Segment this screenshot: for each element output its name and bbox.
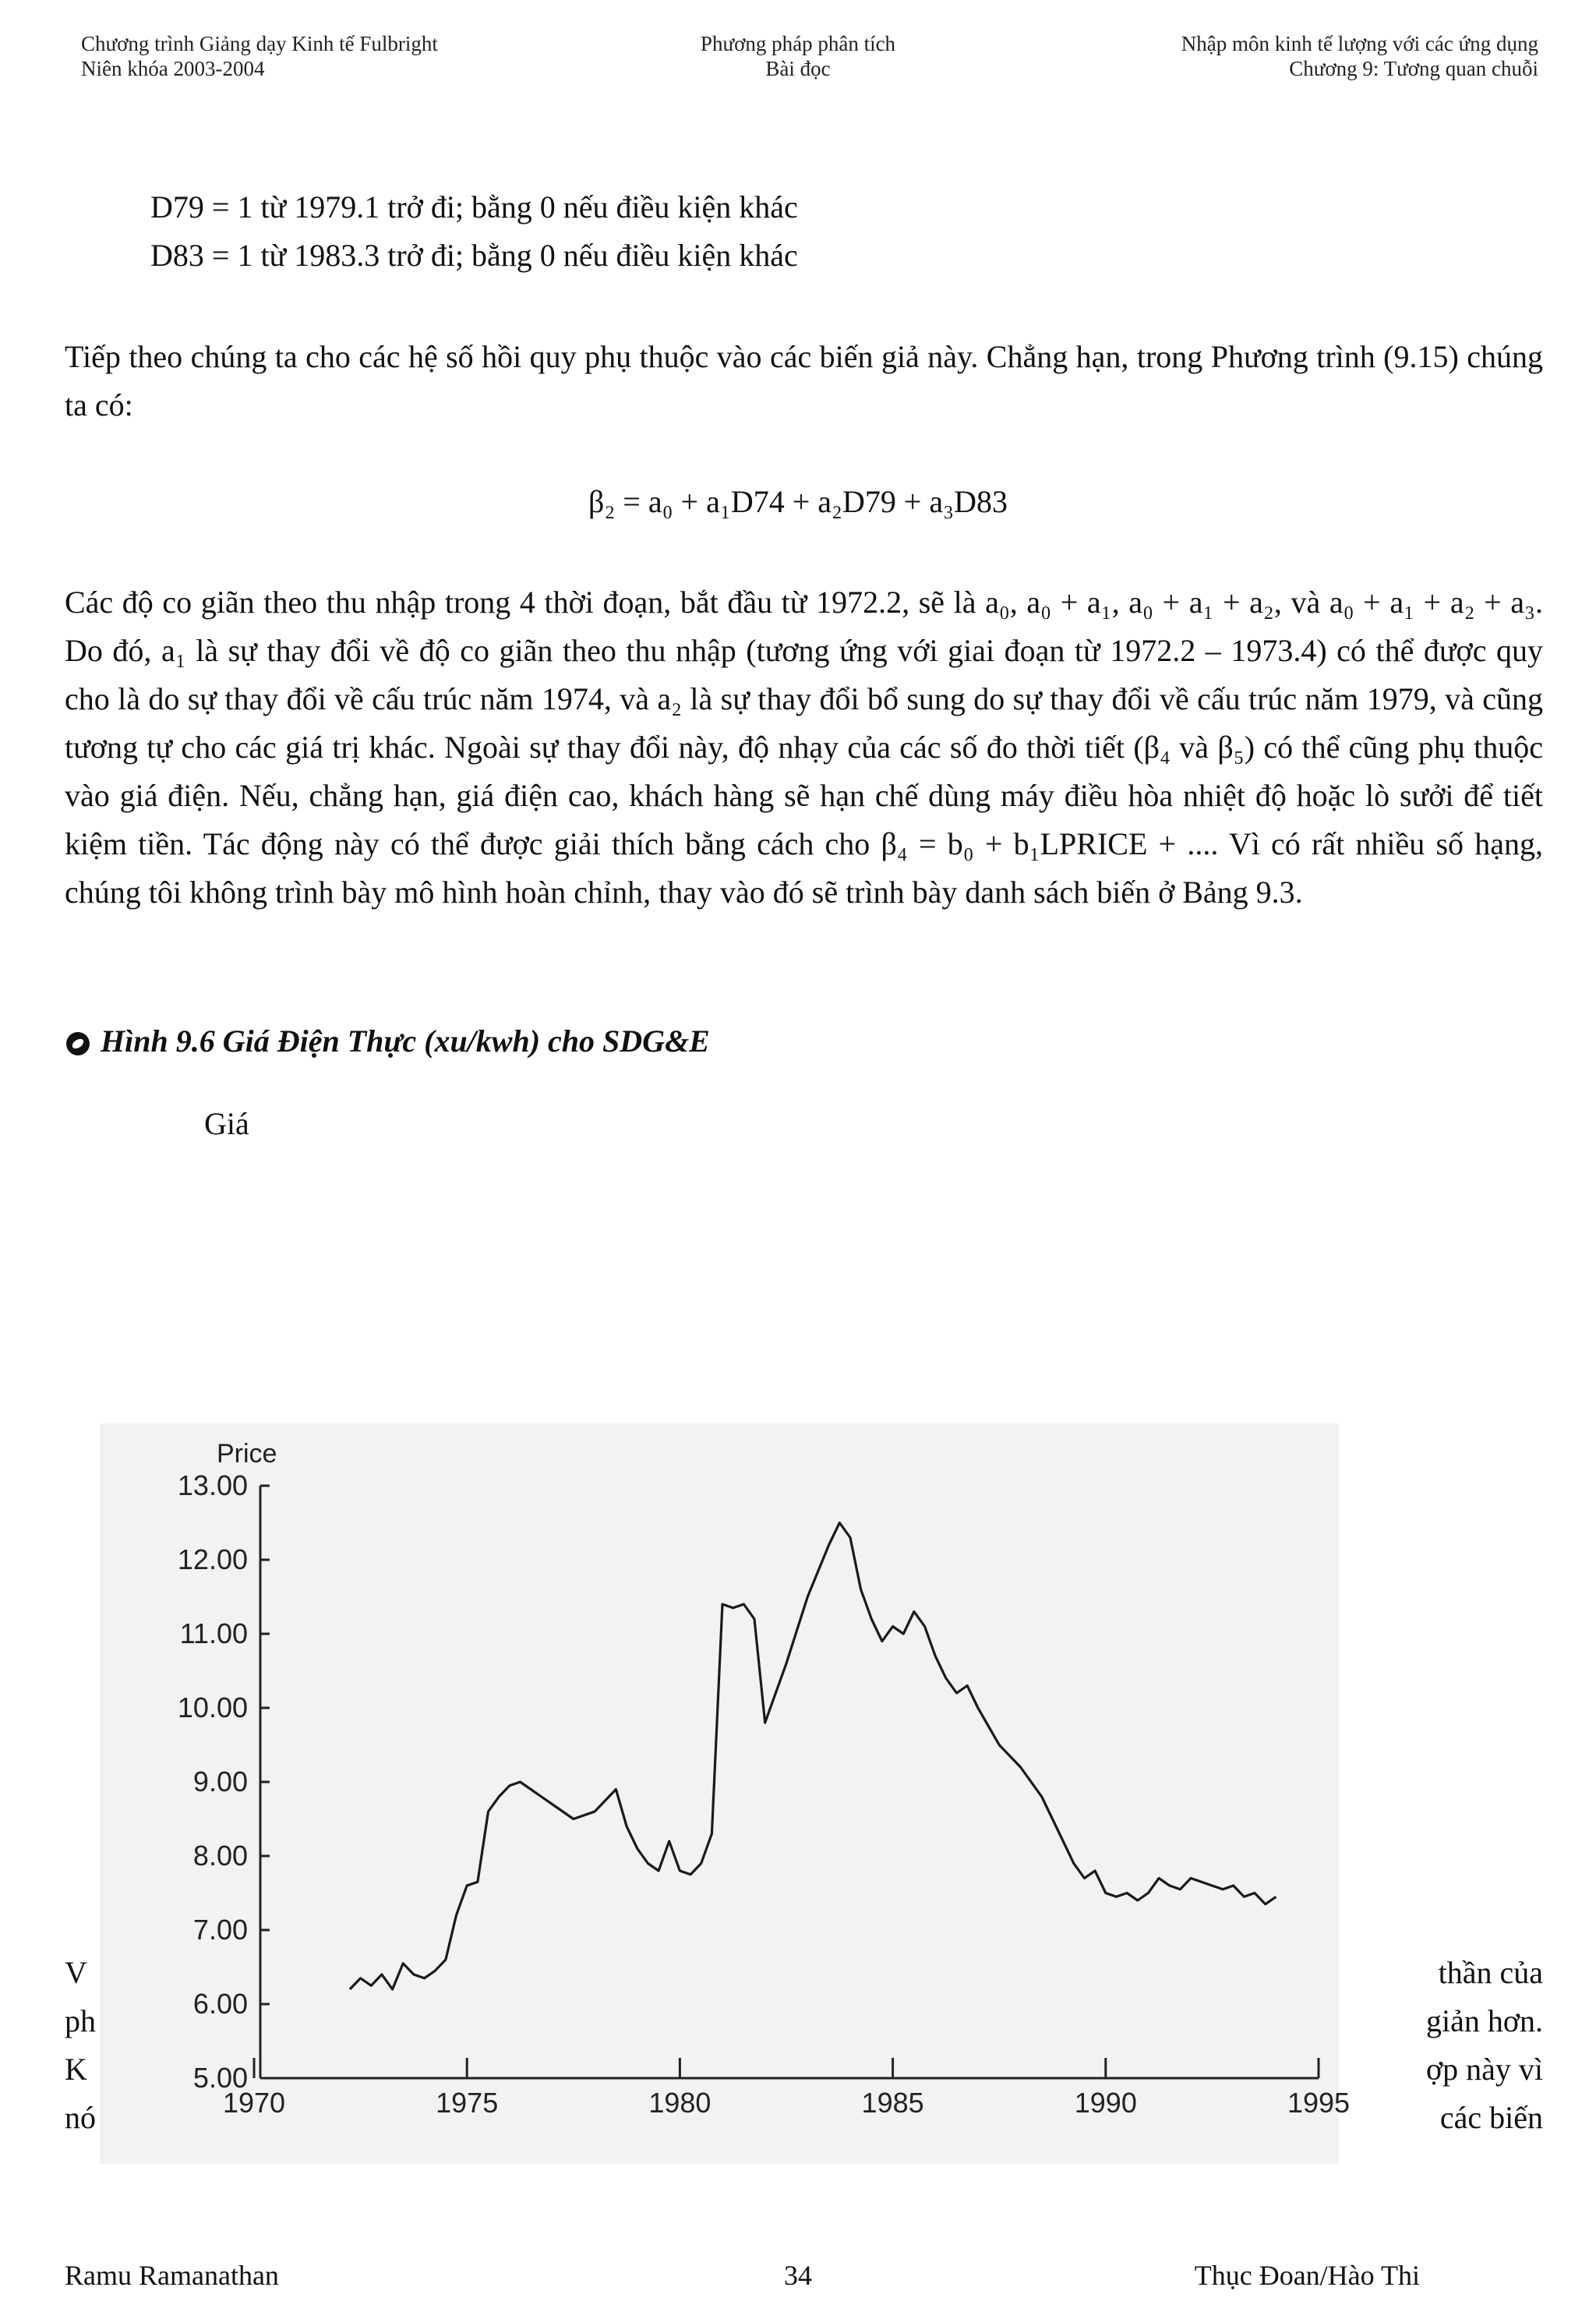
y-tick-label: 8.00 (192, 1840, 248, 1872)
footer-translators: Thục Đoan/Hào Thi (1194, 2260, 1420, 2291)
y-axis-ticks (178, 1469, 270, 2094)
y-tick-label: 9.00 (192, 1766, 248, 1798)
x-tick-label: 1975 (436, 2087, 499, 2119)
chart-axes (260, 1486, 1319, 2078)
x-tick-label: 1980 (648, 2087, 711, 2119)
page-number: 34 (784, 2260, 812, 2291)
y-tick-label: 12.00 (177, 1543, 248, 1575)
paragraph-1: Tiếp theo chúng ta cho các hệ số hồi quy phụ thuộc vào các biến giả này. Chẳng hạn, trong Phương trình (9.15) chúng ta có: (65, 339, 1543, 422)
bullet-icon (65, 1028, 91, 1055)
x-tick-label: 1985 (861, 2087, 924, 2119)
x-tick-label: 1990 (1074, 2087, 1137, 2119)
header-program: Chương trình Giảng dạy Kinh tế Fulbright (81, 32, 438, 55)
price-line-chart (100, 1423, 1351, 2164)
header-chapter: Chương 9: Tương quan chuỗi (1289, 57, 1538, 80)
y-tick-label: 6.00 (192, 1988, 248, 2020)
price-label-text: Giá (204, 1106, 249, 1141)
x-tick-label: 1970 (222, 2087, 286, 2119)
y-tick-label: 11.00 (179, 1617, 248, 1649)
x-axis-ticks (223, 2058, 1350, 2119)
hidden-text-right-1: thần của (1438, 1955, 1543, 1990)
paragraph-2: Các độ co giãn theo thu nhập trong 4 thời đoạn, bắt đầu từ 1972.2, sẽ là a₀, a₀ + a₁, a₀ + a₁ + a₂, và a₀ + a₁ + a₂ + a₃. Do đó, a₁ là sự thay đổi về độ co giãn theo thu nhập (tương ứng với giai đoạn từ 1972.2 – 1973.4) có thể được quy cho là do sự thay đổi về cấu trúc năm 1974, và a₂ là sự thay đổi bổ sung do sự thay đổi về cấu trúc năm 1979, và cũng tương tự cho các giá trị khác. Ngoài sự thay đổi này, độ nhạy của các số đo thời tiết (β₄ và β₅) có thể cũng phụ thuộc vào giá điện. Nếu, chẳng hạn, giá điện cao, khách hàng sẽ hạn chế dùng máy điều hòa nhiệt độ hoặc lò sưởi để tiết kiệm tiền. Tác động này có thể được giải thích bằng cách cho β₄ = b₀ + b₁LPRICE + .... Vì có rất nhiều số hạng, chúng tôi không trình bày mô hình hoàn chỉnh, thay vào đó sẽ trình bày danh sách biến ở Bảng 9.3. (65, 585, 1543, 910)
hidden-text-left-4: nó (65, 2100, 96, 2135)
y-tick-label: 13.00 (177, 1469, 248, 1501)
hidden-text-left-1: V (65, 1955, 87, 1990)
footer-author: Ramu Ramanathan (65, 2260, 279, 2291)
figure-caption (65, 1023, 710, 1059)
header-right (1181, 31, 1538, 81)
figure-caption-text: Hình 9.6 Giá Điện Thực (xu/kwh) cho SDG&E (101, 1023, 710, 1059)
hidden-text-left-3: K (65, 2052, 87, 2087)
header-course: Phương pháp phân tích (700, 32, 896, 55)
header-reading: Bài đọc (765, 57, 831, 80)
y-axis-title: Price (217, 1439, 277, 1469)
d79-definition: D79 = 1 từ 1979.1 trở đi; bằng 0 nếu điều kiện khác (150, 189, 798, 224)
d83-definition: D83 = 1 từ 1983.3 trở đi; bằng 0 nếu điều kiện khác (150, 238, 798, 273)
y-tick-label: 7.00 (192, 1914, 248, 1946)
header-year: Niên khóa 2003-2004 (81, 57, 265, 80)
series-group (350, 1523, 1276, 1990)
hidden-text-right-2: giản hơn. (1425, 2003, 1543, 2038)
header-book: Nhập môn kinh tế lượng với các ứng dụng (1181, 32, 1538, 55)
y-tick-label: 10.00 (177, 1692, 248, 1723)
price-series-line (350, 1523, 1276, 1990)
equation-beta2: β₂ = a₀ + a₁D74 + a₂D79 + a₃D83 (588, 484, 1008, 519)
y-tick-label: 5.00 (192, 2062, 248, 2094)
hidden-text-right-3: ợp này vì (1425, 2052, 1543, 2087)
hidden-text-right-4: các biến (1439, 2100, 1543, 2135)
hidden-text-left-2: ph (65, 2003, 96, 2038)
x-tick-label: 1995 (1287, 2087, 1351, 2119)
